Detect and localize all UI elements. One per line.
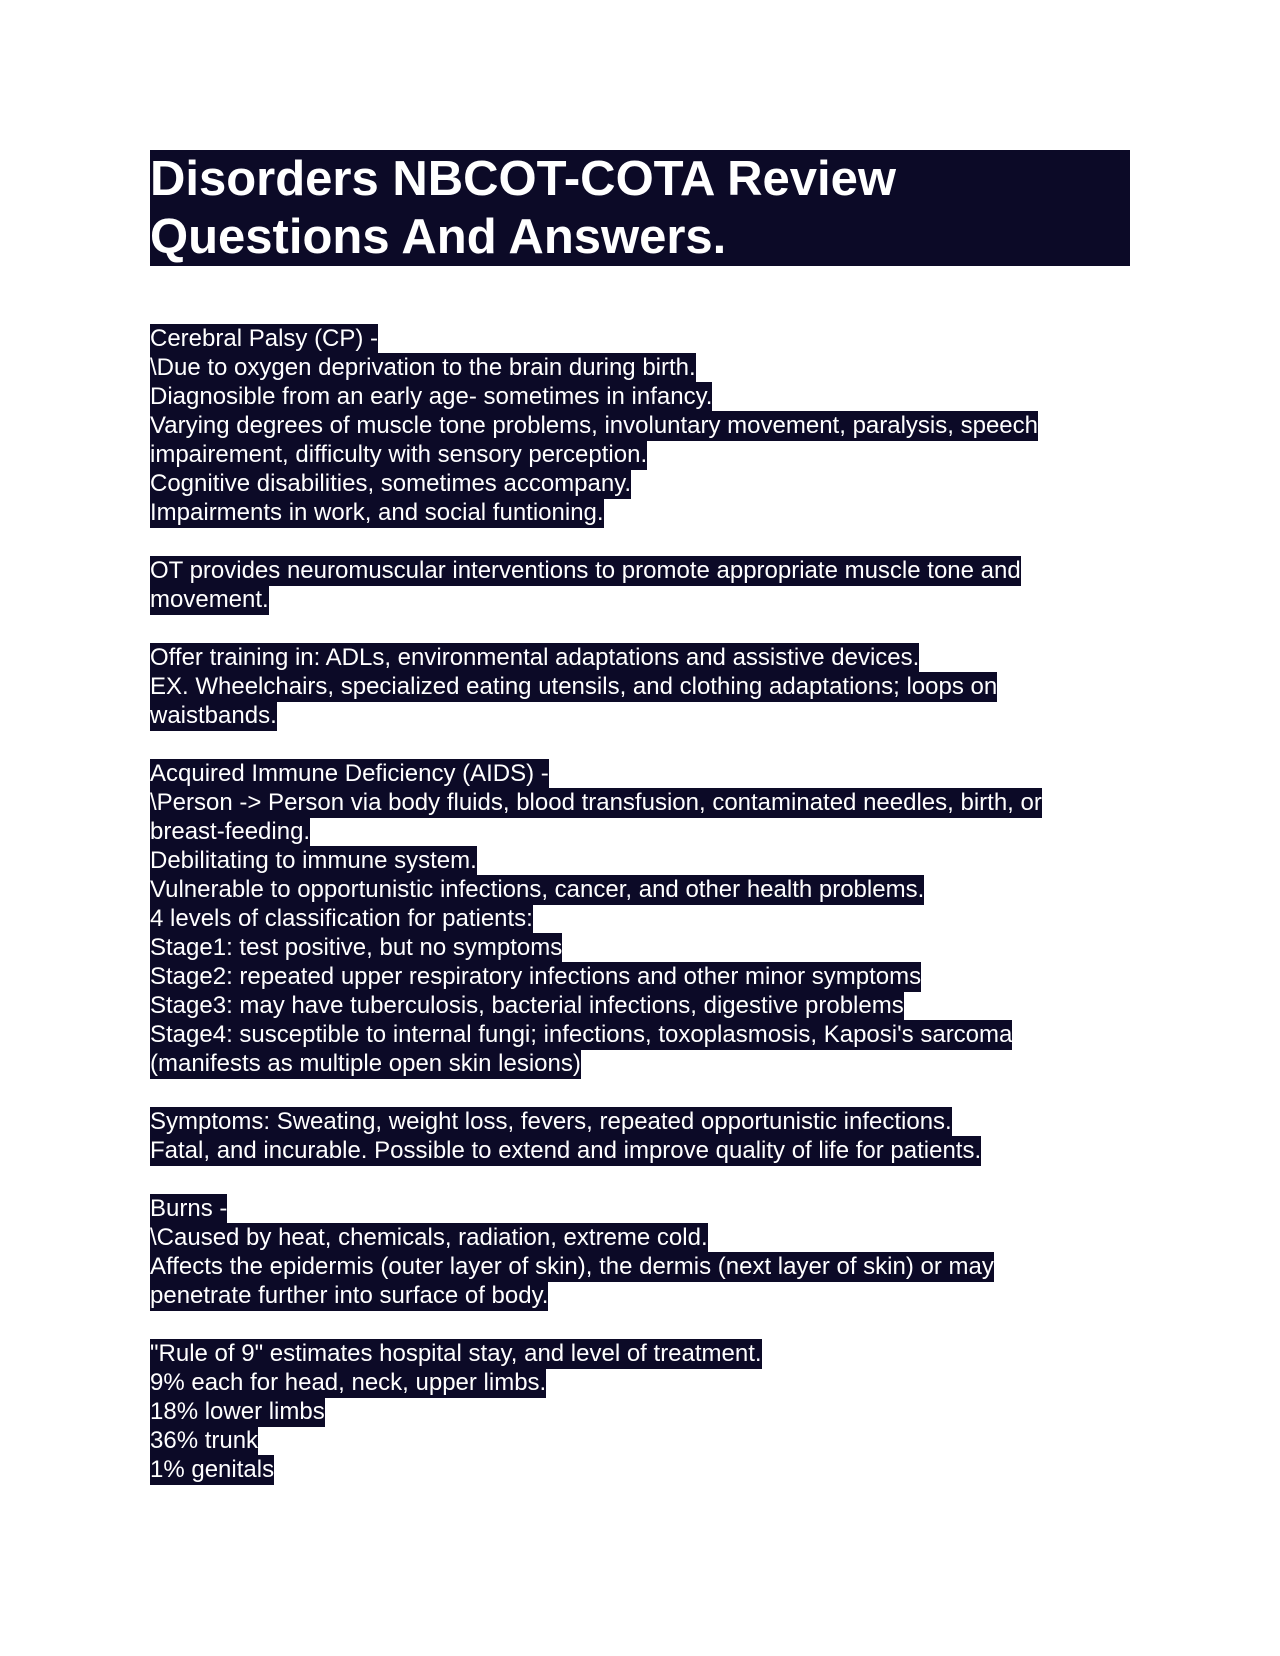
highlighted-text: Affects the epidermis (outer layer of skin), the dermis (next layer of skin) or may	[150, 1253, 994, 1280]
text-line	[150, 1049, 1130, 1078]
highlighted-text: EX. Wheelchairs, specialized eating utensils, and clothing adaptations; loops on	[150, 673, 998, 700]
highlighted-text: "Rule of 9" estimates hospital stay, and level of treatment.	[150, 1340, 762, 1367]
text-line	[150, 1281, 1130, 1310]
text-line	[150, 759, 1130, 788]
highlighted-text: \Caused by heat, chemicals, radiation, extreme cold.	[150, 1224, 708, 1251]
highlighted-text: impairement, difficulty with sensory perception.	[150, 441, 648, 468]
paragraph	[150, 759, 1130, 1078]
highlighted-text: movement.	[150, 586, 269, 613]
highlighted-text: Stage4: susceptible to internal fungi; infections, toxoplasmosis, Kaposi's sarcoma	[150, 1021, 1013, 1048]
text-line	[150, 875, 1130, 904]
highlighted-text: 1% genitals	[150, 1456, 275, 1483]
text-line	[150, 701, 1130, 730]
text-line	[150, 1252, 1130, 1281]
paragraph	[150, 1107, 1130, 1165]
highlighted-text: \Person -> Person via body fluids, blood transfusion, contaminated needles, birth, or	[150, 789, 1042, 816]
text-line	[150, 1455, 1130, 1484]
paragraph	[150, 556, 1130, 614]
text-line	[150, 1194, 1130, 1223]
highlighted-text: 18% lower limbs	[150, 1398, 325, 1425]
highlighted-text: waistbands.	[150, 702, 277, 729]
highlighted-text: (manifests as multiple open skin lesions)	[150, 1050, 581, 1077]
text-line	[150, 1339, 1130, 1368]
paragraph	[150, 1339, 1130, 1484]
highlighted-text: \Due to oxygen deprivation to the brain during birth.	[150, 354, 696, 381]
highlighted-text: Varying degrees of muscle tone problems, involuntary movement, paralysis, speech	[150, 412, 1038, 439]
highlighted-text: Diagnosible from an early age- sometimes in infancy.	[150, 383, 713, 410]
text-line	[150, 353, 1130, 382]
highlighted-text: Burns -	[150, 1195, 228, 1222]
text-line	[150, 440, 1130, 469]
highlighted-text: Cerebral Palsy (CP) -	[150, 325, 379, 352]
highlighted-text: Impairments in work, and social funtioning.	[150, 499, 604, 526]
text-line	[150, 411, 1130, 440]
highlighted-text: Symptoms: Sweating, weight loss, fevers, repeated opportunistic infections.	[150, 1108, 952, 1135]
page-title: Disorders NBCOT-COTA Review Questions And Answers.	[150, 150, 1130, 266]
text-line	[150, 933, 1130, 962]
text-line	[150, 382, 1130, 411]
highlighted-text: OT provides neuromuscular interventions to promote appropriate muscle tone and	[150, 557, 1021, 584]
text-line	[150, 904, 1130, 933]
highlighted-text: Cognitive disabilities, sometimes accompany.	[150, 470, 632, 497]
text-line	[150, 1368, 1130, 1397]
document-body	[150, 324, 1130, 1484]
highlighted-text: breast-feeding.	[150, 818, 311, 845]
paragraph	[150, 1194, 1130, 1310]
document-page	[150, 150, 1130, 1513]
text-line	[150, 817, 1130, 846]
text-line	[150, 498, 1130, 527]
text-line	[150, 585, 1130, 614]
highlighted-text: Fatal, and incurable. Possible to extend and improve quality of life for patients.	[150, 1137, 982, 1164]
highlighted-text: Stage3: may have tuberculosis, bacterial infections, digestive problems	[150, 992, 904, 1019]
text-line	[150, 672, 1130, 701]
text-line	[150, 1426, 1130, 1455]
text-line	[150, 1223, 1130, 1252]
text-line	[150, 556, 1130, 585]
highlighted-text: Stage1: test positive, but no symptoms	[150, 934, 563, 961]
text-line	[150, 469, 1130, 498]
highlighted-text: Vulnerable to opportunistic infections, cancer, and other health problems.	[150, 876, 925, 903]
highlighted-text: Debilitating to immune system.	[150, 847, 477, 874]
highlighted-text: 36% trunk	[150, 1427, 259, 1454]
text-line	[150, 846, 1130, 875]
highlighted-text: 4 levels of classification for patients:	[150, 905, 533, 932]
text-line	[150, 1107, 1130, 1136]
text-line	[150, 788, 1130, 817]
highlighted-text: Acquired Immune Deficiency (AIDS) -	[150, 760, 549, 787]
highlighted-text: Offer training in: ADLs, environmental adaptations and assistive devices.	[150, 644, 920, 671]
text-line	[150, 962, 1130, 991]
text-line	[150, 1020, 1130, 1049]
highlighted-text: Stage2: repeated upper respiratory infections and other minor symptoms	[150, 963, 922, 990]
highlighted-text: 9% each for head, neck, upper limbs.	[150, 1369, 547, 1396]
highlighted-text: penetrate further into surface of body.	[150, 1282, 549, 1309]
text-line	[150, 643, 1130, 672]
paragraph	[150, 324, 1130, 527]
paragraph	[150, 643, 1130, 730]
text-line	[150, 991, 1130, 1020]
text-line	[150, 1136, 1130, 1165]
text-line	[150, 324, 1130, 353]
text-line	[150, 1397, 1130, 1426]
